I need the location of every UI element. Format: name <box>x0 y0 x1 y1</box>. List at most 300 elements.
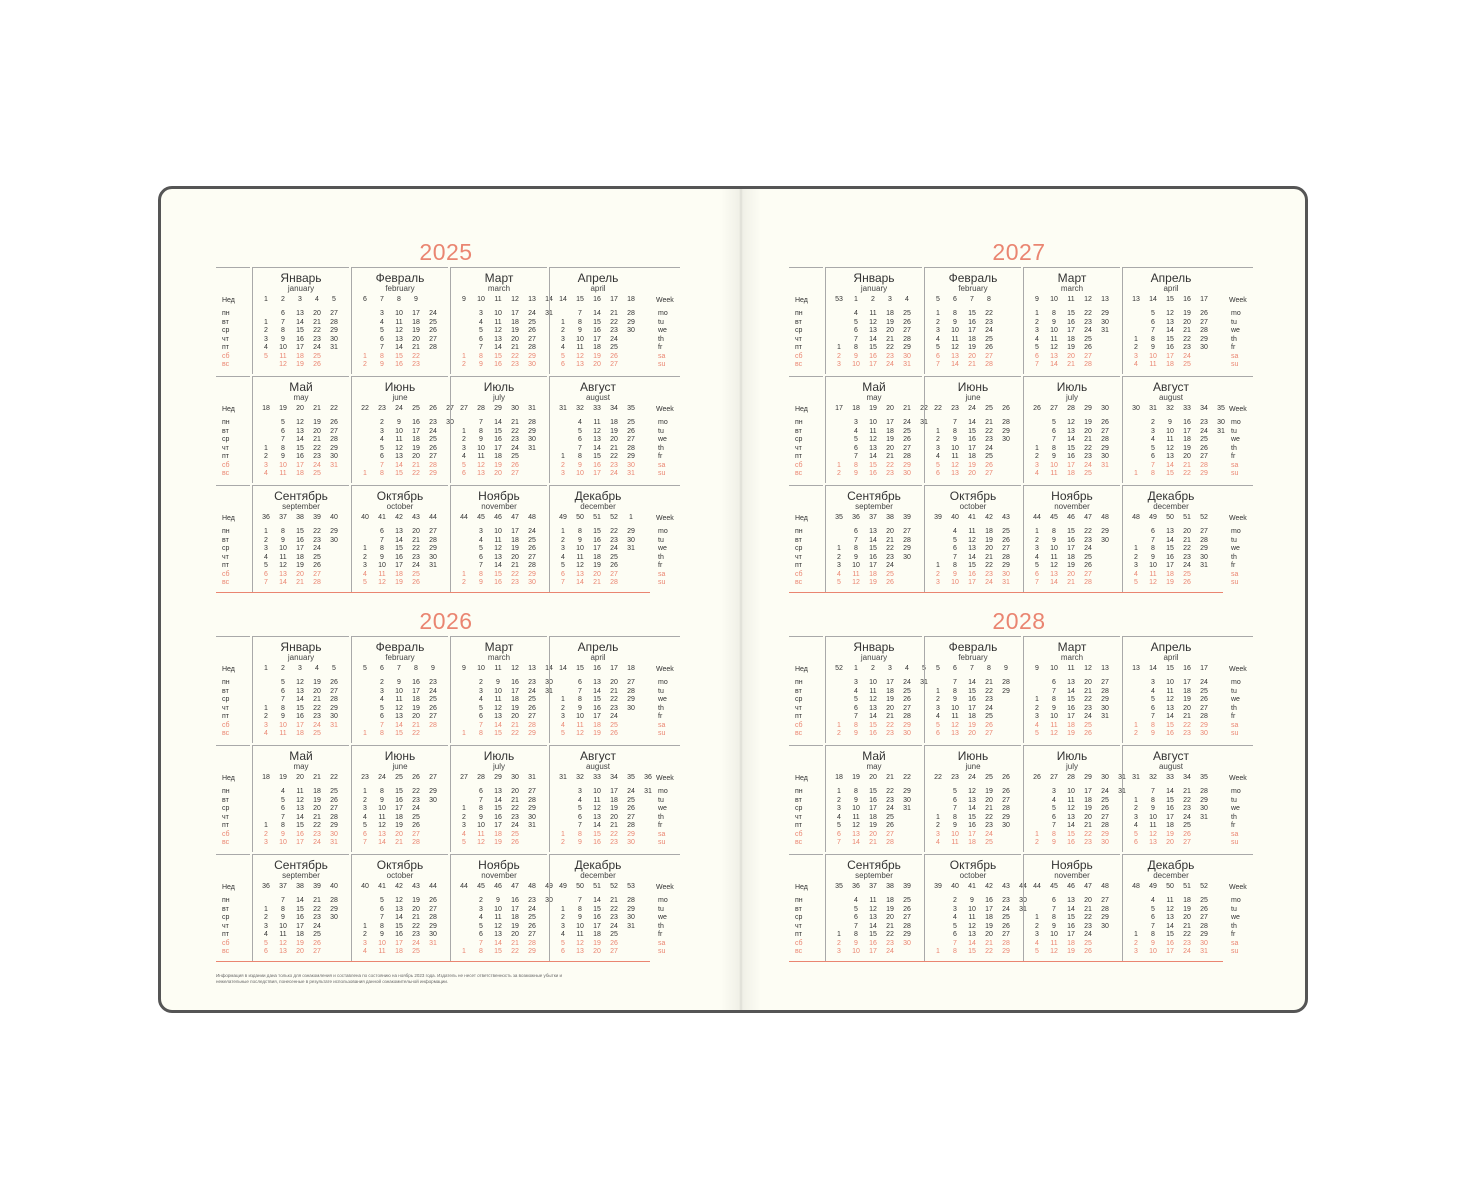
day-cell: 5 <box>837 822 841 829</box>
day-cell: 10 <box>494 687 502 695</box>
day-cell: 29 <box>330 528 338 535</box>
month-block <box>825 636 928 743</box>
day-cell: 27 <box>1183 839 1191 846</box>
week-number: 13 <box>1132 665 1140 672</box>
day-cell: 2 <box>1134 939 1138 947</box>
week-number: 40 <box>330 883 338 890</box>
day-cell: 1 <box>837 931 841 938</box>
day-cell: 30 <box>1217 419 1225 426</box>
month-name-en: august <box>585 393 611 402</box>
day-cell: 14 <box>1067 905 1075 913</box>
day-cell: 26 <box>985 721 993 729</box>
day-cell: 4 <box>1035 470 1039 477</box>
week-number: 42 <box>395 514 403 521</box>
day-cell: 9 <box>1151 805 1155 812</box>
day-cell: 21 <box>1183 922 1191 930</box>
day-cell: 8 <box>380 922 384 930</box>
day-cell: 24 <box>1084 545 1092 552</box>
week-number: 24 <box>968 405 976 412</box>
day-cell: 29 <box>330 327 338 334</box>
day-cell: 7 <box>953 805 957 812</box>
week-number: 49 <box>559 514 567 521</box>
day-cell: 19 <box>1166 579 1174 586</box>
day-cell: 23 <box>313 830 321 838</box>
day-cell: 23 <box>886 470 894 477</box>
month-block <box>351 854 448 961</box>
day-cell: 4 <box>479 536 483 544</box>
day-cell: 14 <box>852 839 860 846</box>
day-cell: 10 <box>951 579 959 586</box>
day-cell: 28 <box>1200 922 1208 930</box>
day-cell: 11 <box>1050 553 1058 561</box>
day-cell: 20 <box>886 704 894 712</box>
week-number-label: Нед <box>795 884 808 891</box>
day-cell: 1 <box>462 805 466 812</box>
weekday-labels-ru <box>216 376 250 483</box>
weekday-label: сб <box>222 461 230 469</box>
day-cell: 7 <box>578 444 582 452</box>
day-cell: 9 <box>953 696 957 703</box>
day-cell: 9 <box>479 361 483 368</box>
day-cell: 19 <box>511 545 519 552</box>
day-cell: 17 <box>1084 788 1092 795</box>
day-cell: 24 <box>1084 713 1092 720</box>
day-cell: 16 <box>968 436 976 443</box>
week-number: 24 <box>968 774 976 781</box>
day-cell: 26 <box>528 922 536 930</box>
day-cell: 25 <box>313 931 321 938</box>
day-cell: 6 <box>479 931 483 938</box>
day-cell: 8 <box>1151 470 1155 477</box>
day-cell: 25 <box>627 419 635 426</box>
day-cell: 8 <box>578 696 582 703</box>
weekday-label-en: sa <box>1231 570 1239 578</box>
month-name-ru: Сентябрь <box>274 489 328 503</box>
week-number: 9 <box>1035 665 1039 672</box>
day-cell: 17 <box>412 427 420 435</box>
day-cell: 19 <box>985 922 993 930</box>
day-cell: 5 <box>1151 444 1155 452</box>
day-cell: 7 <box>953 679 957 686</box>
day-cell: 9 <box>578 327 582 334</box>
day-cell: 11 <box>1050 335 1058 343</box>
quarter-row <box>216 745 674 851</box>
day-cell: 14 <box>378 839 386 846</box>
day-cell: 14 <box>593 822 601 829</box>
day-cell: 15 <box>296 444 304 452</box>
weekday-label-en: fr <box>658 931 663 938</box>
day-cell: 16 <box>593 704 601 712</box>
day-cell: 10 <box>852 948 860 955</box>
week-number: 39 <box>313 883 321 890</box>
day-cell: 22 <box>886 721 894 729</box>
day-cell: 27 <box>610 948 618 955</box>
day-cell: 9 <box>397 679 401 686</box>
day-cell: 20 <box>886 528 894 535</box>
day-cell: 27 <box>903 444 911 452</box>
day-cell: 29 <box>903 344 911 351</box>
day-cell: 2 <box>462 579 466 586</box>
day-cell: 27 <box>330 427 338 435</box>
month-block <box>252 636 349 743</box>
day-cell: 23 <box>313 713 321 720</box>
quarter-row <box>216 636 674 742</box>
day-cell: 27 <box>1200 318 1208 326</box>
day-cell: 17 <box>869 562 877 569</box>
day-cell: 1 <box>1134 721 1138 729</box>
day-cell: 18 <box>313 788 321 795</box>
day-cell: 4 <box>936 453 940 460</box>
day-cell: 1 <box>1134 335 1138 343</box>
weekday-label: вс <box>222 470 230 477</box>
day-cell: 24 <box>886 805 894 812</box>
day-cell: 29 <box>627 453 635 460</box>
day-cell: 24 <box>903 679 911 686</box>
day-cell: 12 <box>296 679 304 686</box>
weekday-labels-en <box>646 485 680 592</box>
day-cell: 10 <box>279 721 287 729</box>
day-cell: 7 <box>380 461 384 469</box>
day-cell: 16 <box>869 352 877 360</box>
day-cell: 20 <box>886 444 894 452</box>
day-cell: 21 <box>593 579 601 586</box>
day-cell: 28 <box>429 721 437 729</box>
day-cell: 22 <box>412 545 420 552</box>
week-number: 38 <box>296 883 304 890</box>
disclaimer-footnote: Информация в издании дана только для ознакомления и составлена по состоянию на ноябрь 2023 года. Издатель не несет ответственность за возможные убытки и нежелательные последствия, понесенные в результате использования данной ознакомительной информации. <box>216 973 562 984</box>
day-cell: 14 <box>395 721 403 729</box>
day-cell: 20 <box>395 830 403 838</box>
weekday-label-en: sa <box>658 570 666 578</box>
day-cell: 26 <box>1084 562 1092 569</box>
day-cell: 9 <box>281 335 285 343</box>
day-cell: 10 <box>494 528 502 535</box>
week-number: 33 <box>593 405 601 412</box>
day-cell: 10 <box>279 344 287 351</box>
day-cell: 9 <box>578 914 582 921</box>
day-cell: 11 <box>869 687 877 695</box>
day-cell: 20 <box>968 730 976 737</box>
day-cell: 12 <box>279 939 287 947</box>
day-cell: 27 <box>1101 897 1109 904</box>
day-cell: 28 <box>1200 788 1208 795</box>
day-cell: 11 <box>1050 721 1058 729</box>
week-number: 4 <box>905 296 909 303</box>
day-cell: 22 <box>886 461 894 469</box>
day-cell: 10 <box>477 444 485 452</box>
day-cell: 3 <box>264 545 268 552</box>
day-cell: 28 <box>330 813 338 821</box>
day-cell: 29 <box>330 444 338 452</box>
week-number: 32 <box>1166 405 1174 412</box>
day-cell: 30 <box>1200 805 1208 812</box>
day-cell: 2 <box>561 461 565 469</box>
week-number: 5 <box>332 665 336 672</box>
week-number: 44 <box>1019 883 1027 890</box>
day-cell: 20 <box>968 470 976 477</box>
day-cell: 11 <box>1067 796 1075 804</box>
weekday-label-en: su <box>658 361 666 368</box>
weekday-label: пн <box>222 788 230 795</box>
day-cell: 19 <box>610 805 618 812</box>
month-block <box>351 745 448 852</box>
day-cell: 7 <box>281 696 285 703</box>
weekday-labels-en <box>646 745 680 852</box>
day-cell: 7 <box>479 939 483 947</box>
day-cell: 9 <box>281 453 285 460</box>
week-number: 20 <box>886 405 894 412</box>
day-cell: 24 <box>985 579 993 586</box>
day-cell: 22 <box>313 327 321 334</box>
month-block <box>351 267 448 374</box>
day-cell: 4 <box>837 570 841 578</box>
year-calendar-2027 <box>789 267 1247 593</box>
day-cell: 15 <box>494 730 502 737</box>
day-cell: 23 <box>1084 453 1092 460</box>
weekday-labels-en <box>646 376 680 483</box>
day-cell: 2 <box>380 419 384 426</box>
day-cell: 18 <box>395 948 403 955</box>
day-cell: 1 <box>837 461 841 469</box>
day-cell: 8 <box>1151 721 1155 729</box>
day-cell: 19 <box>593 939 601 947</box>
day-cell: 9 <box>1052 536 1056 544</box>
day-cell: 20 <box>511 788 519 795</box>
day-cell: 19 <box>1067 344 1075 351</box>
day-cell: 18 <box>886 427 894 435</box>
day-cell: 16 <box>593 914 601 921</box>
day-cell: 22 <box>985 813 993 821</box>
day-cell: 5 <box>380 897 384 904</box>
week-number: 3 <box>298 296 302 303</box>
weekday-label-en: tu <box>658 427 664 435</box>
day-cell: 7 <box>953 553 957 561</box>
day-cell: 26 <box>1200 905 1208 913</box>
weekday-labels-en <box>646 636 680 743</box>
day-cell: 10 <box>378 805 386 812</box>
week-number: 25 <box>985 774 993 781</box>
week-number: 39 <box>903 514 911 521</box>
weekday-label: пн <box>795 679 803 686</box>
day-cell: 7 <box>1052 436 1056 443</box>
week-number: 9 <box>1004 665 1008 672</box>
day-cell: 28 <box>330 897 338 904</box>
day-cell: 2 <box>561 839 565 846</box>
day-cell: 11 <box>494 914 502 921</box>
day-cell: 13 <box>494 553 502 561</box>
week-number: 5 <box>936 296 940 303</box>
day-cell: 17 <box>869 948 877 955</box>
week-number: 31 <box>559 774 567 781</box>
day-cell: 2 <box>837 352 841 360</box>
day-cell: 16 <box>968 822 976 829</box>
weekday-label-en: we <box>658 327 667 334</box>
month-name-ru: Апрель <box>1150 271 1192 285</box>
day-cell: 23 <box>313 536 321 544</box>
day-cell: 21 <box>886 335 894 343</box>
day-cell: 22 <box>985 310 993 317</box>
day-cell: 12 <box>869 905 877 913</box>
day-cell: 18 <box>395 813 403 821</box>
day-cell: 22 <box>886 545 894 552</box>
day-cell: 12 <box>852 579 860 586</box>
week-number: 7 <box>380 296 384 303</box>
day-cell: 25 <box>429 696 437 703</box>
weekday-label-en: tu <box>658 796 664 804</box>
day-cell: 4 <box>462 830 466 838</box>
day-cell: 19 <box>1183 444 1191 452</box>
day-cell: 15 <box>494 805 502 812</box>
day-cell: 21 <box>412 344 420 351</box>
day-cell: 30 <box>330 335 338 343</box>
day-cell: 22 <box>610 528 618 535</box>
week-number: 46 <box>1067 883 1075 890</box>
day-cell: 26 <box>1200 696 1208 703</box>
year-bottom-rule <box>789 961 1223 962</box>
day-cell: 16 <box>296 914 304 921</box>
month-name-en: june <box>392 762 408 771</box>
month-block <box>924 745 1021 852</box>
weekday-label-en: mo <box>658 788 668 795</box>
day-cell: 20 <box>412 453 420 460</box>
day-cell: 15 <box>869 788 877 795</box>
day-cell: 10 <box>1050 545 1058 552</box>
day-cell: 16 <box>593 327 601 334</box>
day-cell: 4 <box>264 553 268 561</box>
day-cell: 19 <box>412 704 420 712</box>
week-number: 26 <box>412 774 420 781</box>
day-cell: 28 <box>528 419 536 426</box>
week-number: 29 <box>1084 405 1092 412</box>
day-cell: 9 <box>496 897 500 904</box>
week-number: 20 <box>869 774 877 781</box>
day-cell: 22 <box>985 427 993 435</box>
weekday-label: пн <box>795 528 803 535</box>
day-cell: 29 <box>330 905 338 913</box>
weekday-label: ср <box>222 914 230 921</box>
month-name-en: april <box>1163 653 1179 662</box>
weekday-label: пн <box>222 897 230 904</box>
weekday-label: вт <box>222 536 229 544</box>
day-cell: 1 <box>837 545 841 552</box>
week-number: 34 <box>1183 774 1191 781</box>
day-cell: 14 <box>593 687 601 695</box>
day-cell: 22 <box>1084 528 1092 535</box>
month-name-en: february <box>958 284 988 293</box>
weekday-label-en: sa <box>1231 939 1239 947</box>
day-cell: 11 <box>1166 687 1174 695</box>
day-cell: 7 <box>479 562 483 569</box>
day-cell: 4 <box>854 427 858 435</box>
day-cell: 31 <box>1101 461 1109 469</box>
day-cell: 1 <box>363 922 367 930</box>
day-cell: 21 <box>313 813 321 821</box>
day-cell: 5 <box>264 352 268 360</box>
day-cell: 22 <box>985 687 993 695</box>
day-cell: 20 <box>1183 453 1191 460</box>
day-cell: 29 <box>1002 948 1010 955</box>
day-cell: 9 <box>479 579 483 586</box>
day-cell: 3 <box>462 822 466 829</box>
weekday-label: вс <box>222 579 230 586</box>
month-block <box>450 485 547 592</box>
day-cell: 2 <box>1035 318 1039 326</box>
day-cell: 3 <box>953 905 957 913</box>
week-number: 48 <box>1101 514 1109 521</box>
week-number: 34 <box>610 774 618 781</box>
day-cell: 18 <box>511 914 519 921</box>
month-name-ru: Июнь <box>957 380 989 394</box>
day-cell: 23 <box>1084 536 1092 544</box>
day-cell: 29 <box>528 730 536 737</box>
day-cell: 13 <box>1166 704 1174 712</box>
week-number: 20 <box>296 405 304 412</box>
day-cell: 19 <box>886 696 894 703</box>
day-cell: 30 <box>330 914 338 921</box>
day-cell: 15 <box>1067 444 1075 452</box>
day-cell: 14 <box>494 344 502 351</box>
day-cell: 20 <box>1084 897 1092 904</box>
week-number: 26 <box>1002 405 1010 412</box>
month-name-ru: Май <box>862 380 886 394</box>
quarter-row <box>216 854 674 960</box>
day-cell: 3 <box>479 905 483 913</box>
day-cell: 19 <box>511 704 519 712</box>
day-cell: 11 <box>494 536 502 544</box>
day-cell: 25 <box>313 470 321 477</box>
day-cell: 5 <box>1035 948 1039 955</box>
week-number: 37 <box>869 514 877 521</box>
weekday-label: пт <box>795 453 802 460</box>
day-cell: 20 <box>968 352 976 360</box>
day-cell: 21 <box>1183 461 1191 469</box>
day-cell: 10 <box>852 805 860 812</box>
day-cell: 25 <box>528 914 536 921</box>
day-cell: 1 <box>363 352 367 360</box>
day-cell: 30 <box>627 327 635 334</box>
day-cell: 8 <box>953 427 957 435</box>
day-cell: 23 <box>1084 704 1092 712</box>
day-cell: 28 <box>903 922 911 930</box>
week-number: 41 <box>968 514 976 521</box>
weekday-label-en: th <box>658 704 664 712</box>
week-number: 43 <box>412 514 420 521</box>
day-cell: 21 <box>985 419 993 426</box>
day-cell: 17 <box>511 687 519 695</box>
day-cell: 2 <box>837 796 841 804</box>
day-cell: 30 <box>429 931 437 938</box>
day-cell: 30 <box>446 419 454 426</box>
day-cell: 31 <box>920 679 928 686</box>
day-cell: 5 <box>561 562 565 569</box>
day-cell: 12 <box>869 436 877 443</box>
day-cell: 13 <box>296 687 304 695</box>
day-cell: 17 <box>1067 931 1075 938</box>
day-cell: 28 <box>903 713 911 720</box>
day-cell: 25 <box>1084 939 1092 947</box>
day-cell: 3 <box>264 335 268 343</box>
day-cell: 23 <box>985 318 993 326</box>
day-cell: 25 <box>511 453 519 460</box>
month-block <box>924 376 1021 483</box>
day-cell: 16 <box>968 570 976 578</box>
day-cell: 31 <box>1200 562 1208 569</box>
day-cell: 6 <box>1052 813 1056 821</box>
quarter-row <box>216 267 674 373</box>
day-cell: 23 <box>412 931 420 938</box>
day-cell: 9 <box>953 822 957 829</box>
day-cell: 21 <box>886 536 894 544</box>
